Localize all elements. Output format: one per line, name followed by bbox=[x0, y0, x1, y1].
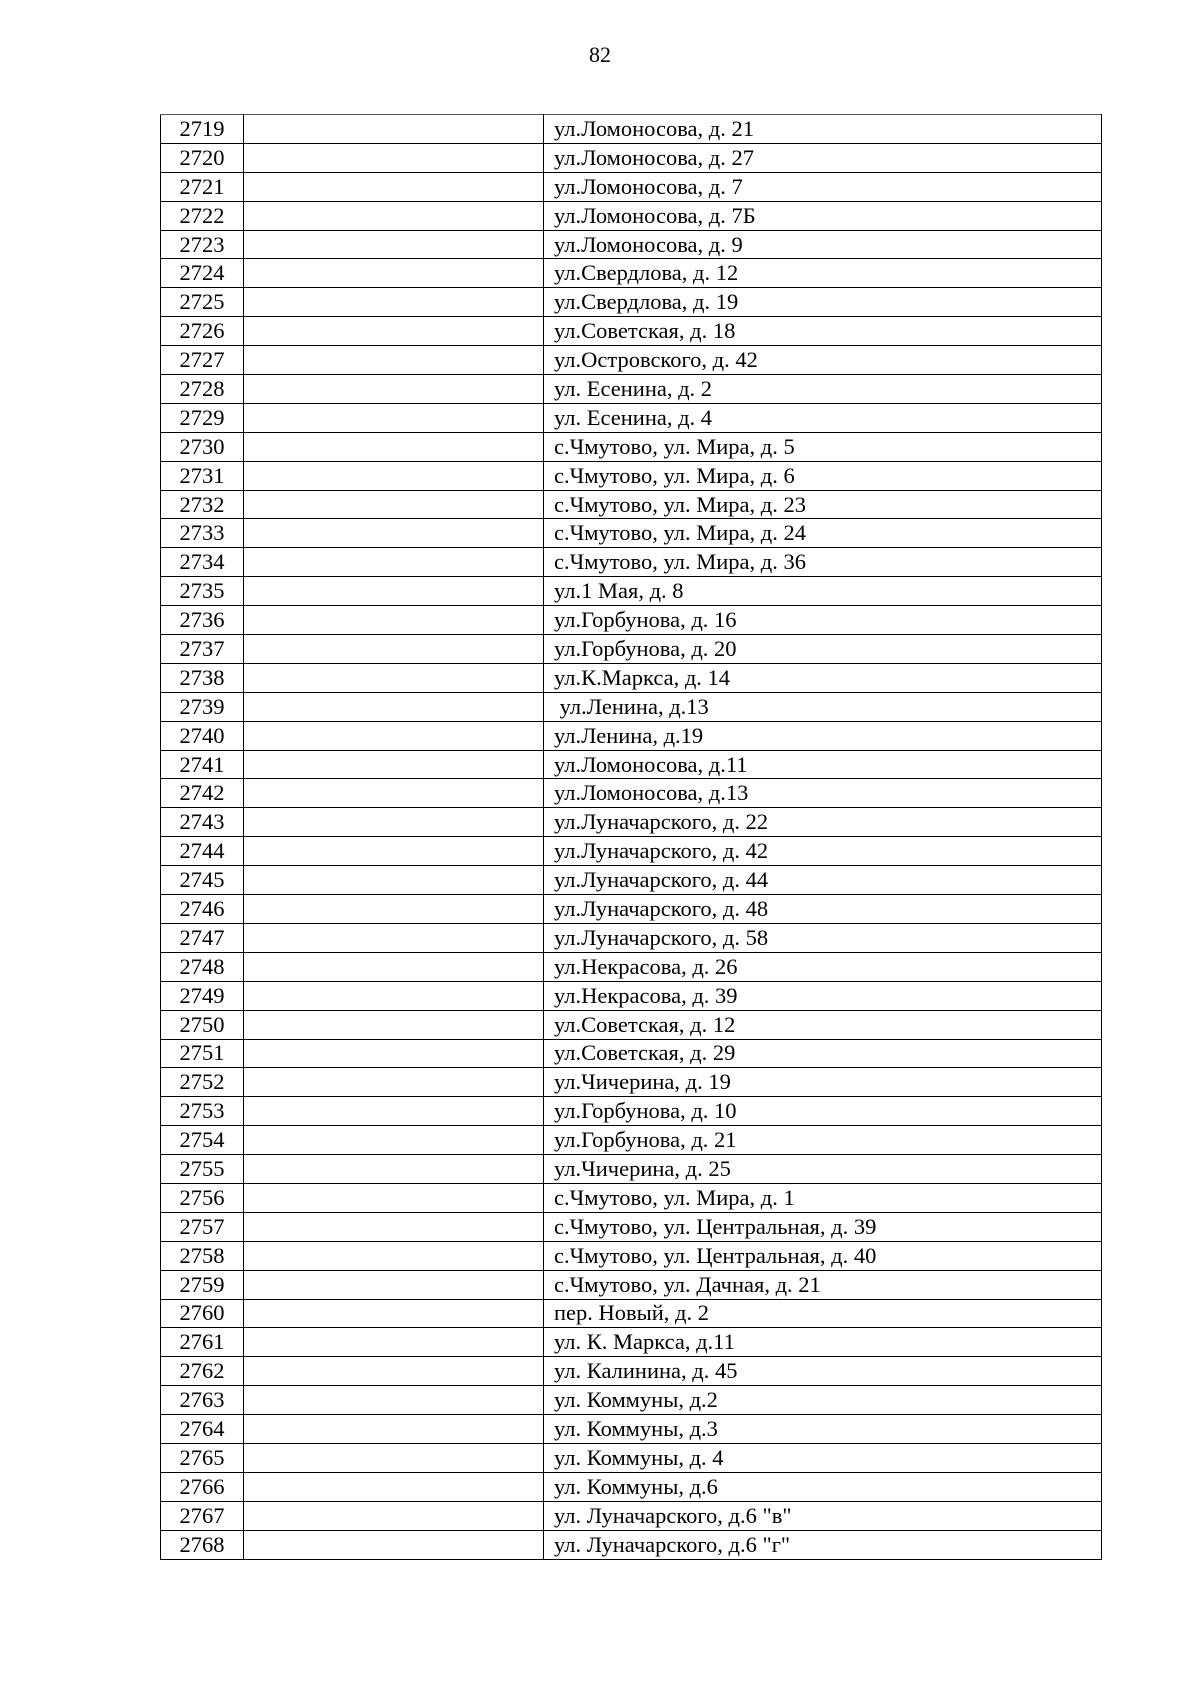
table-row bbox=[161, 1328, 1102, 1357]
address-cell: ул.Ломоносова, д.11 bbox=[544, 750, 1102, 779]
address-cell: ул.Советская, д. 29 bbox=[544, 1039, 1102, 1068]
address-cell: ул.Луначарского, д. 48 bbox=[544, 895, 1102, 924]
address-cell: ул.Ломоносова, д.13 bbox=[544, 779, 1102, 808]
empty-cell bbox=[244, 750, 544, 779]
row-number: 2737 bbox=[161, 635, 244, 664]
empty-cell bbox=[244, 1155, 544, 1184]
address-cell: ул.Свердлова, д. 12 bbox=[544, 259, 1102, 288]
row-number: 2723 bbox=[161, 230, 244, 259]
empty-cell bbox=[244, 1241, 544, 1270]
empty-cell bbox=[244, 577, 544, 606]
row-number: 2758 bbox=[161, 1241, 244, 1270]
row-number: 2743 bbox=[161, 808, 244, 837]
row-number: 2748 bbox=[161, 952, 244, 981]
empty-cell bbox=[244, 375, 544, 404]
address-cell: ул.Ленина, д.19 bbox=[544, 721, 1102, 750]
empty-cell bbox=[244, 1270, 544, 1299]
table-row bbox=[161, 692, 1102, 721]
table-row bbox=[161, 808, 1102, 837]
address-cell: с.Чмутово, ул. Мира, д. 24 bbox=[544, 519, 1102, 548]
address-cell: ул.Ломоносова, д. 7Б bbox=[544, 201, 1102, 230]
empty-cell bbox=[244, 432, 544, 461]
table-row bbox=[161, 259, 1102, 288]
table-row bbox=[161, 1241, 1102, 1270]
table-row bbox=[161, 172, 1102, 201]
table-row bbox=[161, 663, 1102, 692]
table-row bbox=[161, 288, 1102, 317]
address-cell: ул.Луначарского, д. 22 bbox=[544, 808, 1102, 837]
row-number: 2749 bbox=[161, 981, 244, 1010]
empty-cell bbox=[244, 317, 544, 346]
table-row bbox=[161, 1010, 1102, 1039]
empty-cell bbox=[244, 837, 544, 866]
empty-cell bbox=[244, 403, 544, 432]
address-cell: с.Чмутово, ул. Мира, д. 1 bbox=[544, 1183, 1102, 1212]
address-cell: ул. Калинина, д. 45 bbox=[544, 1357, 1102, 1386]
address-table bbox=[160, 114, 1102, 1560]
empty-cell bbox=[244, 1097, 544, 1126]
row-number: 2759 bbox=[161, 1270, 244, 1299]
empty-cell bbox=[244, 895, 544, 924]
address-cell: ул.Луначарского, д. 58 bbox=[544, 923, 1102, 952]
empty-cell bbox=[244, 808, 544, 837]
table-row bbox=[161, 779, 1102, 808]
table-row bbox=[161, 1472, 1102, 1501]
address-cell: с.Чмутово, ул. Мира, д. 5 bbox=[544, 432, 1102, 461]
address-cell: ул.Горбунова, д. 16 bbox=[544, 606, 1102, 635]
row-number: 2746 bbox=[161, 895, 244, 924]
row-number: 2752 bbox=[161, 1068, 244, 1097]
row-number: 2734 bbox=[161, 548, 244, 577]
empty-cell bbox=[244, 115, 544, 144]
row-number: 2755 bbox=[161, 1155, 244, 1184]
row-number: 2756 bbox=[161, 1183, 244, 1212]
table-row bbox=[161, 375, 1102, 404]
address-cell: ул.Ломоносова, д. 9 bbox=[544, 230, 1102, 259]
empty-cell bbox=[244, 1126, 544, 1155]
row-number: 2729 bbox=[161, 403, 244, 432]
row-number: 2727 bbox=[161, 346, 244, 375]
table-row bbox=[161, 721, 1102, 750]
empty-cell bbox=[244, 346, 544, 375]
address-cell: с.Чмутово, ул. Центральная, д. 39 bbox=[544, 1212, 1102, 1241]
address-cell: пер. Новый, д. 2 bbox=[544, 1299, 1102, 1328]
empty-cell bbox=[244, 1415, 544, 1444]
row-number: 2754 bbox=[161, 1126, 244, 1155]
empty-cell bbox=[244, 201, 544, 230]
row-number: 2744 bbox=[161, 837, 244, 866]
table-row bbox=[161, 1068, 1102, 1097]
address-cell: ул.Луначарского, д. 42 bbox=[544, 837, 1102, 866]
empty-cell bbox=[244, 259, 544, 288]
address-cell: ул. Есенина, д. 2 bbox=[544, 375, 1102, 404]
address-cell: ул. Луначарского, д.6 "г" bbox=[544, 1530, 1102, 1559]
table-row bbox=[161, 403, 1102, 432]
address-cell: ул. Есенина, д. 4 bbox=[544, 403, 1102, 432]
empty-cell bbox=[244, 1501, 544, 1530]
table-row bbox=[161, 1097, 1102, 1126]
table-row bbox=[161, 923, 1102, 952]
row-number: 2762 bbox=[161, 1357, 244, 1386]
empty-cell bbox=[244, 1443, 544, 1472]
address-cell: ул.Советская, д. 12 bbox=[544, 1010, 1102, 1039]
address-cell: ул.К.Маркса, д. 14 bbox=[544, 663, 1102, 692]
empty-cell bbox=[244, 1212, 544, 1241]
address-cell: ул. Коммуны, д.2 bbox=[544, 1386, 1102, 1415]
address-cell: ул.Советская, д. 18 bbox=[544, 317, 1102, 346]
row-number: 2726 bbox=[161, 317, 244, 346]
empty-cell bbox=[244, 1039, 544, 1068]
table-row bbox=[161, 895, 1102, 924]
empty-cell bbox=[244, 230, 544, 259]
empty-cell bbox=[244, 1183, 544, 1212]
row-number: 2721 bbox=[161, 172, 244, 201]
table-row bbox=[161, 577, 1102, 606]
row-number: 2739 bbox=[161, 692, 244, 721]
address-cell: ул.Чичерина, д. 19 bbox=[544, 1068, 1102, 1097]
empty-cell bbox=[244, 952, 544, 981]
row-number: 2763 bbox=[161, 1386, 244, 1415]
table-row bbox=[161, 866, 1102, 895]
address-table-body bbox=[161, 115, 1102, 1560]
empty-cell bbox=[244, 779, 544, 808]
row-number: 2751 bbox=[161, 1039, 244, 1068]
table-row bbox=[161, 635, 1102, 664]
table-row bbox=[161, 490, 1102, 519]
table-row bbox=[161, 432, 1102, 461]
empty-cell bbox=[244, 923, 544, 952]
empty-cell bbox=[244, 490, 544, 519]
row-number: 2742 bbox=[161, 779, 244, 808]
table-row bbox=[161, 1039, 1102, 1068]
empty-cell bbox=[244, 692, 544, 721]
table-row bbox=[161, 1155, 1102, 1184]
address-cell: ул.Горбунова, д. 10 bbox=[544, 1097, 1102, 1126]
empty-cell bbox=[244, 1386, 544, 1415]
empty-cell bbox=[244, 1299, 544, 1328]
table-row bbox=[161, 317, 1102, 346]
table-row bbox=[161, 952, 1102, 981]
row-number: 2725 bbox=[161, 288, 244, 317]
address-cell: с.Чмутово, ул. Мира, д. 23 bbox=[544, 490, 1102, 519]
row-number: 2722 bbox=[161, 201, 244, 230]
empty-cell bbox=[244, 172, 544, 201]
page-number: 82 bbox=[589, 42, 611, 67]
row-number: 2750 bbox=[161, 1010, 244, 1039]
empty-cell bbox=[244, 548, 544, 577]
empty-cell bbox=[244, 663, 544, 692]
row-number: 2732 bbox=[161, 490, 244, 519]
table-row bbox=[161, 1270, 1102, 1299]
empty-cell bbox=[244, 721, 544, 750]
address-cell: ул. Коммуны, д.6 bbox=[544, 1472, 1102, 1501]
row-number: 2761 bbox=[161, 1328, 244, 1357]
empty-cell bbox=[244, 1068, 544, 1097]
row-number: 2728 bbox=[161, 375, 244, 404]
address-cell: ул. Луначарского, д.6 "в" bbox=[544, 1501, 1102, 1530]
empty-cell bbox=[244, 981, 544, 1010]
address-cell: с.Чмутово, ул. Центральная, д. 40 bbox=[544, 1241, 1102, 1270]
address-cell: ул. К. Маркса, д.11 bbox=[544, 1328, 1102, 1357]
empty-cell bbox=[244, 866, 544, 895]
empty-cell bbox=[244, 143, 544, 172]
table-row bbox=[161, 1299, 1102, 1328]
row-number: 2747 bbox=[161, 923, 244, 952]
table-row bbox=[161, 981, 1102, 1010]
address-cell: ул.Ломоносова, д. 27 bbox=[544, 143, 1102, 172]
table-row bbox=[161, 1183, 1102, 1212]
table-row bbox=[161, 750, 1102, 779]
row-number: 2745 bbox=[161, 866, 244, 895]
row-number: 2760 bbox=[161, 1299, 244, 1328]
row-number: 2757 bbox=[161, 1212, 244, 1241]
row-number: 2753 bbox=[161, 1097, 244, 1126]
address-cell: ул. Коммуны, д. 4 bbox=[544, 1443, 1102, 1472]
address-cell: ул.Ломоносова, д. 21 bbox=[544, 115, 1102, 144]
empty-cell bbox=[244, 461, 544, 490]
table-row bbox=[161, 1212, 1102, 1241]
table-row bbox=[161, 201, 1102, 230]
row-number: 2764 bbox=[161, 1415, 244, 1444]
empty-cell bbox=[244, 1530, 544, 1559]
table-row bbox=[161, 606, 1102, 635]
address-cell: ул.Островского, д. 42 bbox=[544, 346, 1102, 375]
empty-cell bbox=[244, 1357, 544, 1386]
address-cell: с.Чмутово, ул. Мира, д. 6 bbox=[544, 461, 1102, 490]
table-row bbox=[161, 1415, 1102, 1444]
empty-cell bbox=[244, 519, 544, 548]
row-number: 2724 bbox=[161, 259, 244, 288]
row-number: 2767 bbox=[161, 1501, 244, 1530]
address-cell: с.Чмутово, ул. Дачная, д. 21 bbox=[544, 1270, 1102, 1299]
address-cell: ул.1 Мая, д. 8 bbox=[544, 577, 1102, 606]
row-number: 2731 bbox=[161, 461, 244, 490]
table-row bbox=[161, 143, 1102, 172]
table-row bbox=[161, 1386, 1102, 1415]
row-number: 2736 bbox=[161, 606, 244, 635]
row-number: 2720 bbox=[161, 143, 244, 172]
row-number: 2733 bbox=[161, 519, 244, 548]
table-row bbox=[161, 346, 1102, 375]
address-cell: ул.Ленина, д.13 bbox=[544, 692, 1102, 721]
row-number: 2735 bbox=[161, 577, 244, 606]
table-row bbox=[161, 1530, 1102, 1559]
empty-cell bbox=[244, 606, 544, 635]
row-number: 2765 bbox=[161, 1443, 244, 1472]
table-row bbox=[161, 1443, 1102, 1472]
address-cell: ул.Некрасова, д. 39 bbox=[544, 981, 1102, 1010]
row-number: 2719 bbox=[161, 115, 244, 144]
table-row bbox=[161, 519, 1102, 548]
table-row bbox=[161, 1126, 1102, 1155]
address-cell: ул.Некрасова, д. 26 bbox=[544, 952, 1102, 981]
table-row bbox=[161, 548, 1102, 577]
address-cell: ул.Луначарского, д. 44 bbox=[544, 866, 1102, 895]
row-number: 2768 bbox=[161, 1530, 244, 1559]
address-cell: ул.Горбунова, д. 20 bbox=[544, 635, 1102, 664]
table-row bbox=[161, 115, 1102, 144]
empty-cell bbox=[244, 1010, 544, 1039]
empty-cell bbox=[244, 635, 544, 664]
row-number: 2766 bbox=[161, 1472, 244, 1501]
address-cell: ул. Коммуны, д.3 bbox=[544, 1415, 1102, 1444]
table-row bbox=[161, 1357, 1102, 1386]
table-row bbox=[161, 837, 1102, 866]
row-number: 2738 bbox=[161, 663, 244, 692]
table-row bbox=[161, 461, 1102, 490]
empty-cell bbox=[244, 1328, 544, 1357]
row-number: 2741 bbox=[161, 750, 244, 779]
empty-cell bbox=[244, 288, 544, 317]
address-cell: с.Чмутово, ул. Мира, д. 36 bbox=[544, 548, 1102, 577]
row-number: 2740 bbox=[161, 721, 244, 750]
table-row bbox=[161, 230, 1102, 259]
address-cell: ул.Ломоносова, д. 7 bbox=[544, 172, 1102, 201]
address-cell: ул.Горбунова, д. 21 bbox=[544, 1126, 1102, 1155]
address-cell: ул.Свердлова, д. 19 bbox=[544, 288, 1102, 317]
row-number: 2730 bbox=[161, 432, 244, 461]
address-cell: ул.Чичерина, д. 25 bbox=[544, 1155, 1102, 1184]
table-row bbox=[161, 1501, 1102, 1530]
empty-cell bbox=[244, 1472, 544, 1501]
